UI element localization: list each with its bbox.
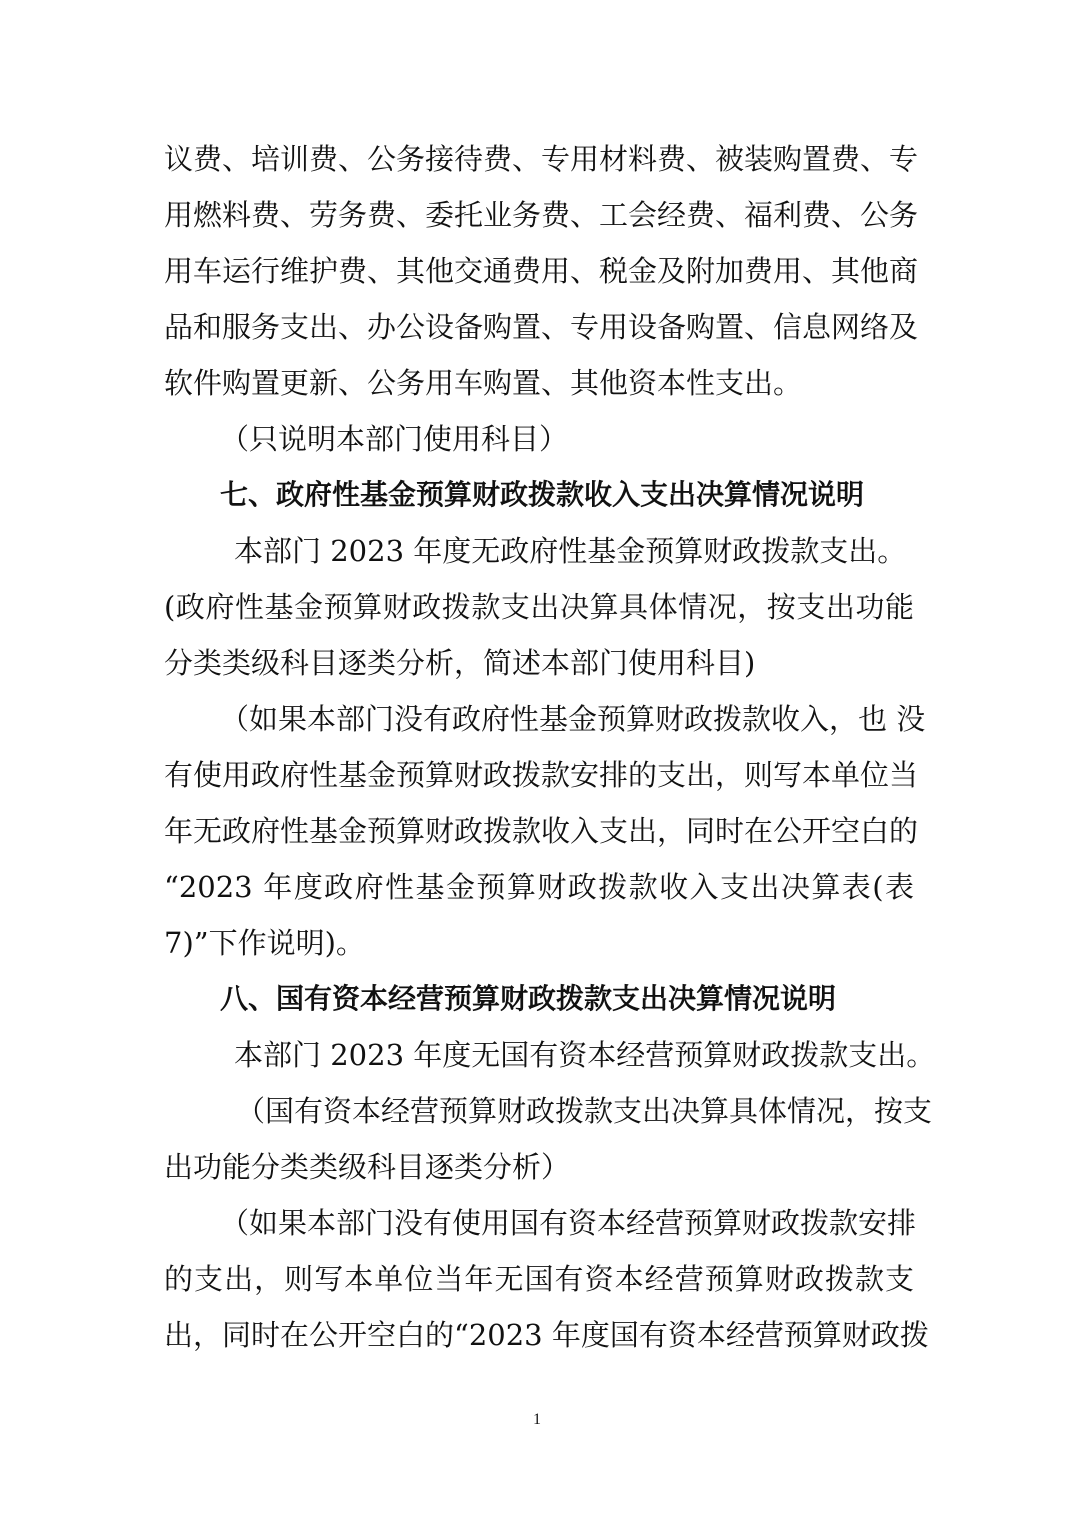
body-text-line: 年无政府性基金预算财政拨款收入支出，同时在公开空白的 — [164, 814, 919, 848]
body-text-line: (政府性基金预算财政拨款支出决算具体情况，按支出功能 — [164, 590, 914, 624]
body-text-line: “2023 年度政府性基金预算财政拨款收入支出决算表(表 — [164, 870, 914, 904]
body-text-line: 的支出，则写本单位当年无国有资本经营预算财政拨款支 — [164, 1262, 914, 1296]
body-text-line: 软件购置更新、公务用车购置、其他资本性支出。 — [164, 366, 803, 400]
body-text-line: 出功能分类类级科目逐类分析） — [164, 1150, 571, 1184]
body-text-line: 本部门 2023 年度无国有资本经营预算财政拨款支出。 — [234, 1038, 936, 1072]
body-text-line: 分类类级科目逐类分析，简述本部门使用科目) — [164, 646, 756, 680]
section-heading-7: 七、政府性基金预算财政拨款收入支出决算情况说明 — [220, 478, 865, 511]
body-text-line: 本部门 2023 年度无政府性基金预算财政拨款支出。 — [234, 534, 907, 568]
body-text-line: 有使用政府性基金预算财政拨款安排的支出，则写本单位当 — [164, 758, 919, 792]
page-number: 1 — [533, 1411, 541, 1428]
body-text-line: 出，同时在公开空白的“2023 年度国有资本经营预算财政拨 — [164, 1318, 929, 1352]
body-text-line: 品和服务支出、办公设备购置、专用设备购置、信息网络及 — [164, 310, 919, 344]
note-text-line: （只说明本部门使用科目） — [220, 422, 569, 456]
body-text-line: （国有资本经营预算财政拨款支出决算具体情况，按支 — [236, 1094, 933, 1128]
section-heading-8: 八、国有资本经营预算财政拨款支出决算情况说明 — [220, 982, 837, 1015]
body-text-line: 议费、培训费、公务接待费、专用材料费、被装购置费、专 — [164, 142, 919, 176]
body-text-line: 7)”下作说明)。 — [164, 926, 365, 960]
body-text-line: 用燃料费、劳务费、委托业务费、工会经费、福利费、公务 — [164, 198, 919, 232]
body-text-line: （如果本部门没有政府性基金预算财政拨款收入，也 没 — [220, 702, 926, 736]
body-text-line: 用车运行维护费、其他交通费用、税金及附加费用、其他商 — [164, 254, 919, 288]
body-text-line: （如果本部门没有使用国有资本经营预算财政拨款安排 — [220, 1206, 917, 1240]
